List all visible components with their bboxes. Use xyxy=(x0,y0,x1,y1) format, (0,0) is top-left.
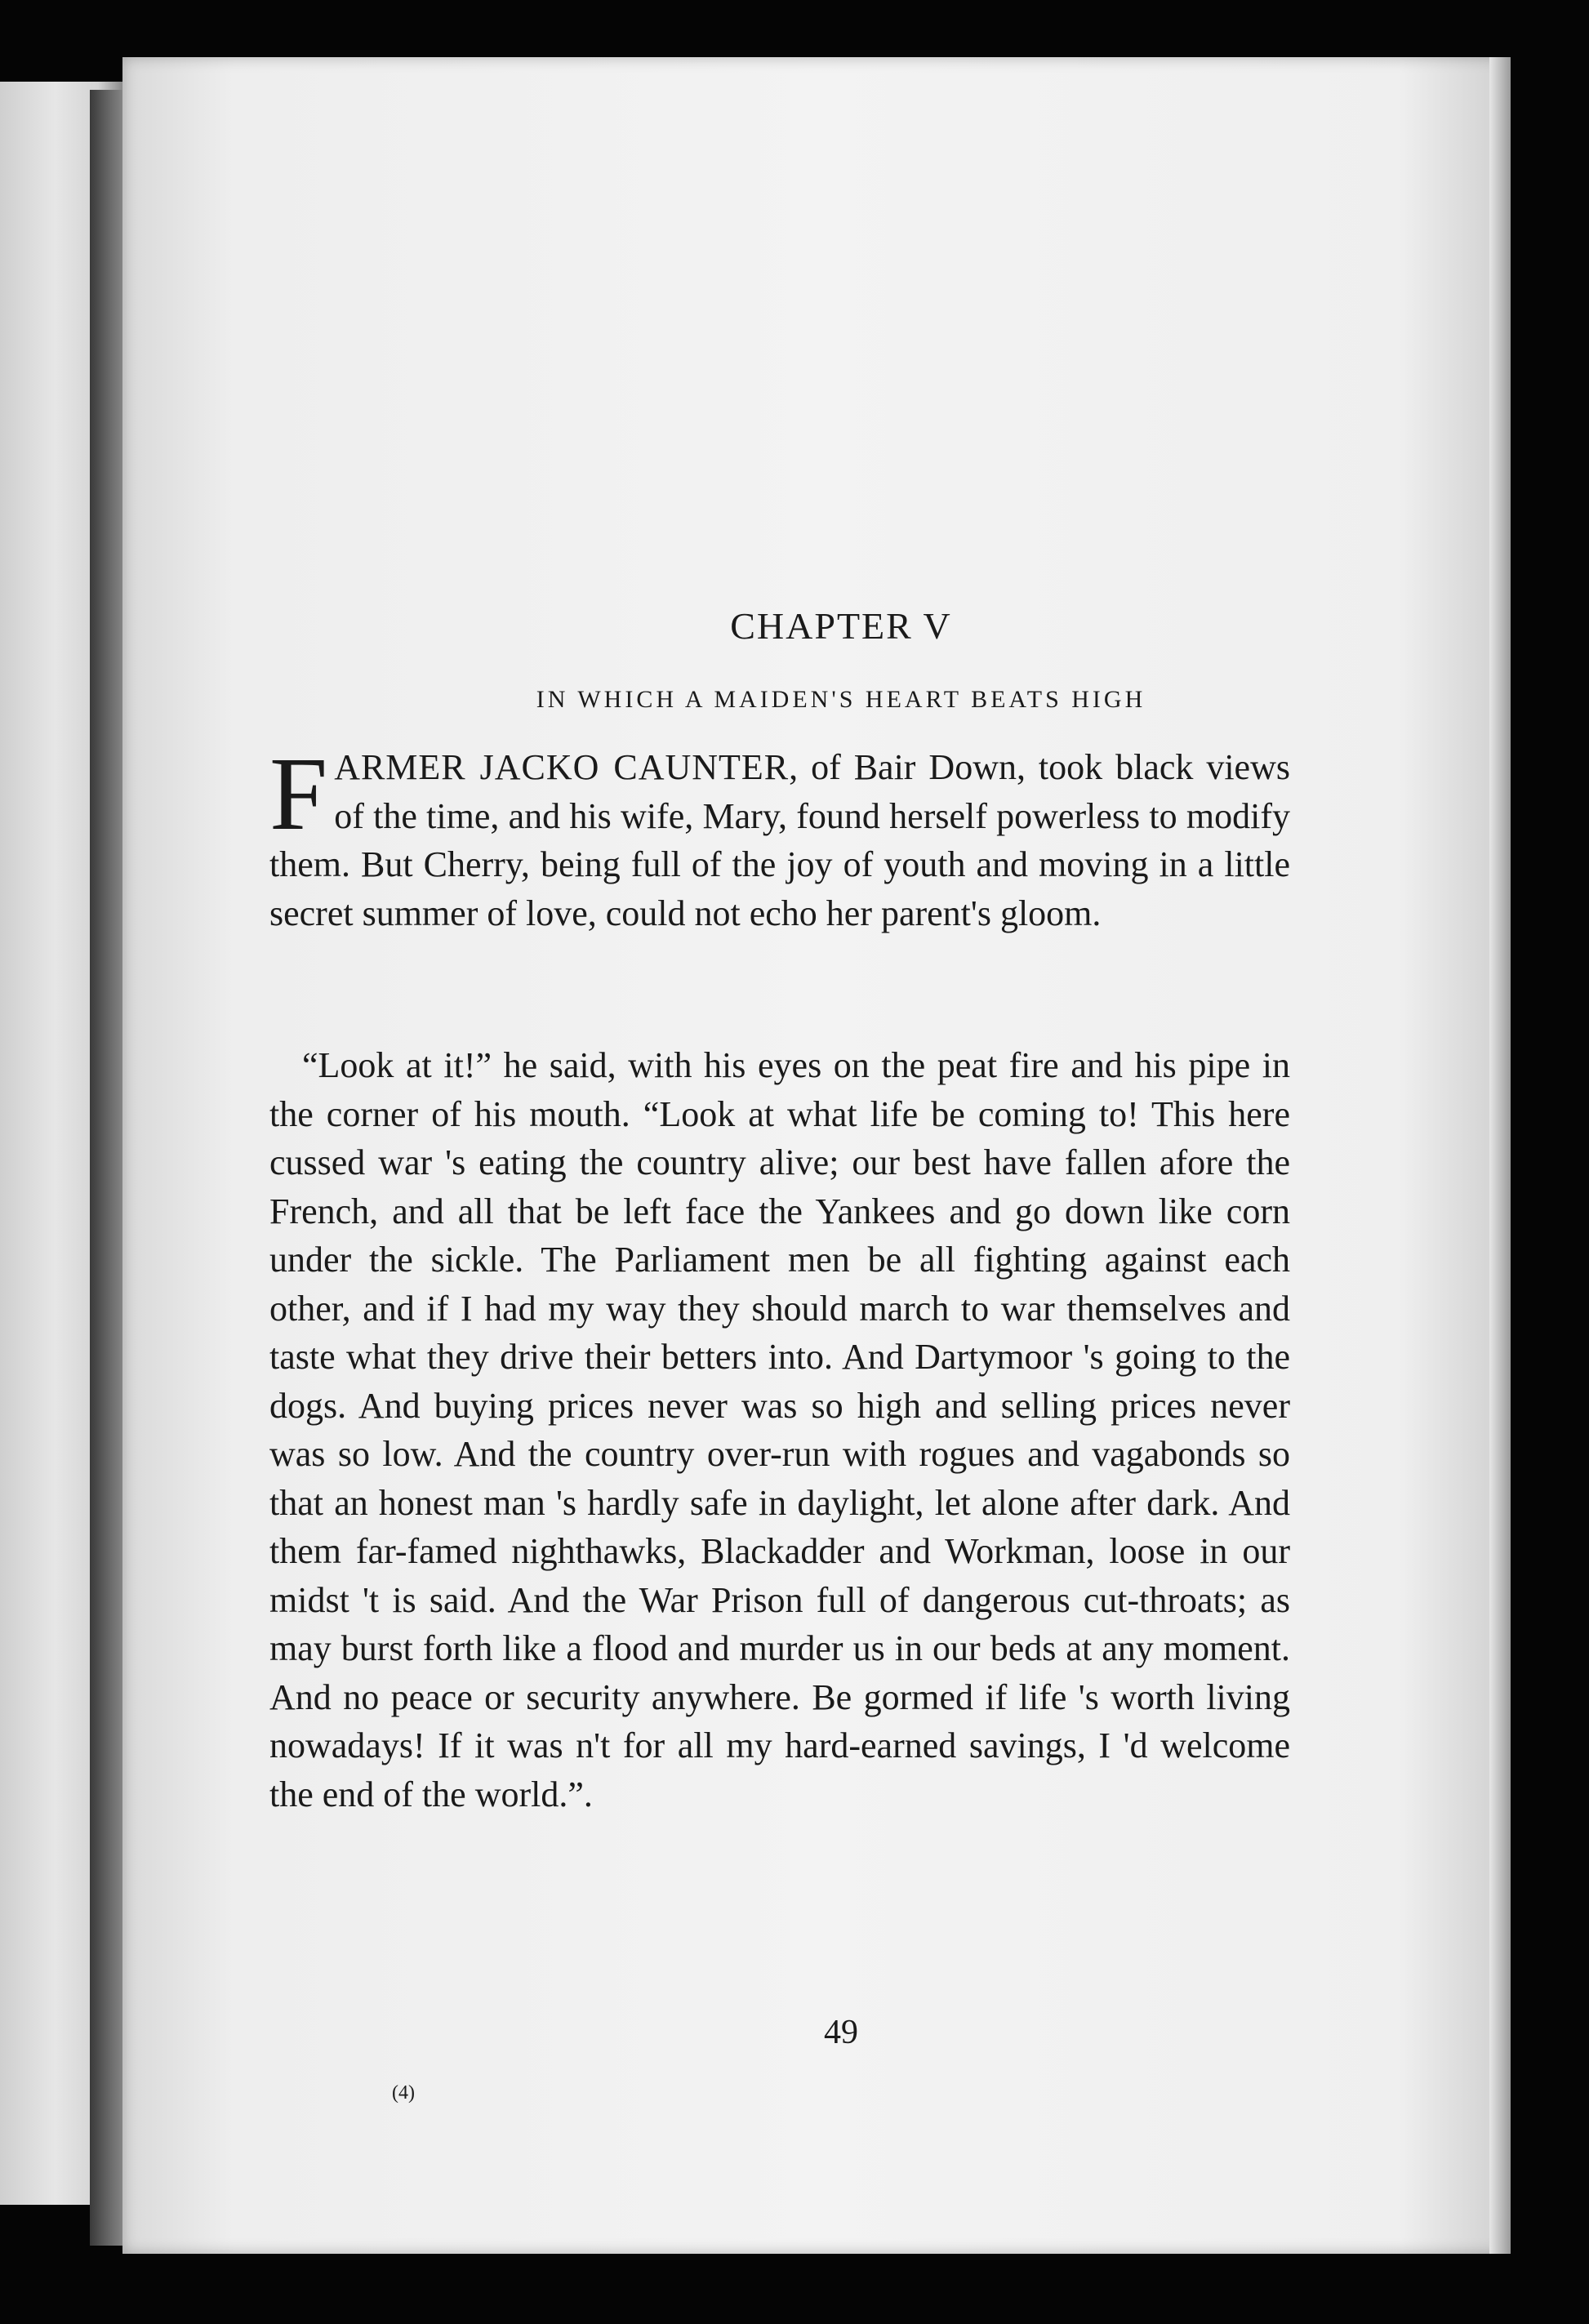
paragraph-1 xyxy=(269,736,1290,937)
drop-cap: F xyxy=(269,736,328,852)
chapter-title: CHAPTER V xyxy=(730,605,952,647)
opening-caps: ARMER JACKO CAUNTER xyxy=(334,747,790,787)
chapter-subtitle: IN WHICH A MAIDEN'S HEART BEATS HIGH xyxy=(536,686,1146,713)
signature-mark: (4) xyxy=(392,2082,415,2104)
paragraph-1-text: , of Bair Down, took black views of the time, and his wife, Mary, found herself powerless to modify them. But Cherry, being full of the joy of youth and moving in a little secret summer of love, could not echo her parent's gloom. xyxy=(269,747,1290,933)
page-number: 49 xyxy=(824,2014,858,2051)
page-edge xyxy=(1489,57,1511,2254)
paragraph-2: “Look at it!” he said, with his eyes on the peat fire and his pipe in the corner of his mouth. “Look at what life be coming to! This here cussed war 's eating the country alive; our best have fallen afore the French, and all that be left face the Yankees and go down like corn under the sickle. The Parliament men be all fighting against each other, and if I had my way they should march to war themselves and taste what they drive their betters into. And Dartymoor 's going to the dogs. And buying prices never was so high and selling prices never was so low. And the country over-run with rogues and vagabonds so that an honest man 's hardly safe in daylight, let alone after dark. And them far-famed nighthawks, Blackadder and Workman, loose in our midst 't is said. And the War Prison full of dangerous cut-throats; as may burst forth like a flood and murder us in our beds at any moment. And no peace or security anywhere. Be gormed if life 's worth living nowadays! If it was n't for all my hard-earned savings, I 'd welcome the end of the world.”. xyxy=(269,1045,1290,1814)
book-page xyxy=(122,57,1511,2254)
